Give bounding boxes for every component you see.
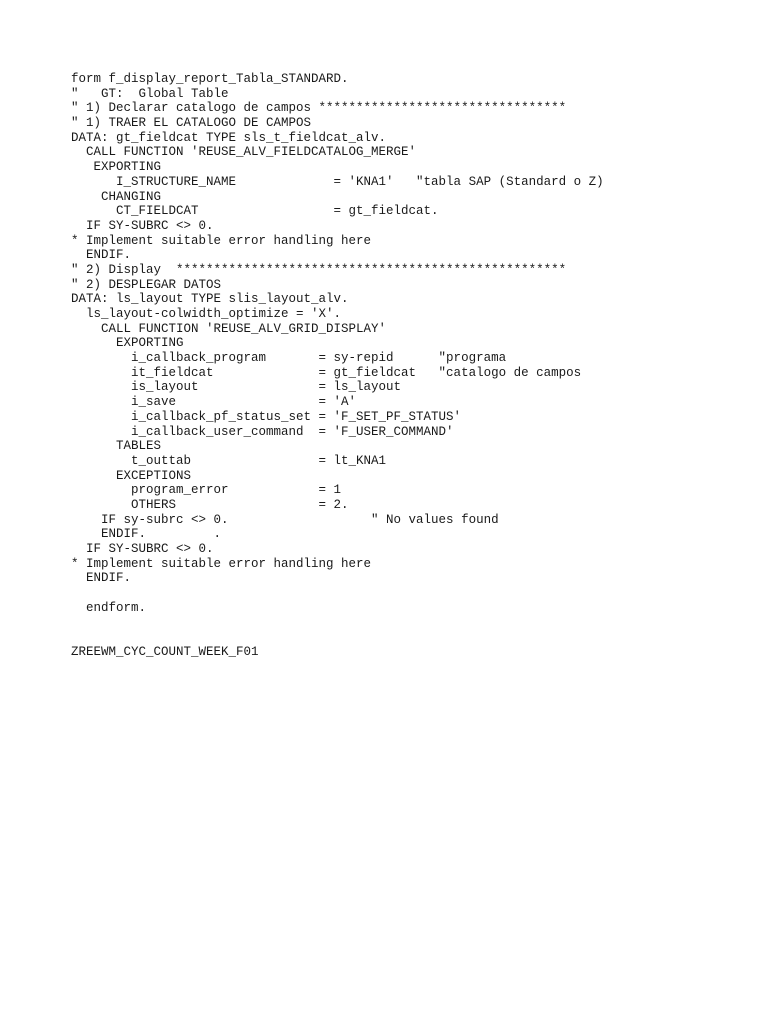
code-line: " 2) Display **************************************************** xyxy=(71,262,567,277)
code-line: ENDIF. . xyxy=(71,527,222,542)
code-line: CHANGING xyxy=(71,189,162,204)
file-footer-name: ZREEWM_CYC_COUNT_WEEK_F01 xyxy=(71,644,259,659)
code-line: it_fieldcat = gt_fieldcat "catalogo de campos xyxy=(71,365,582,380)
code-line: ls_layout-colwidth_optimize = 'X'. xyxy=(71,307,342,321)
code-line: IF SY-SUBRC <> 0. xyxy=(71,218,214,233)
code-line: DATA: ls_layout TYPE slis_layout_alv. xyxy=(71,292,349,307)
code-line: i_callback_pf_status_set = 'F_SET_PF_STATUS' xyxy=(71,409,462,424)
code-line: i_callback_program = sy-repid "programa xyxy=(71,351,507,366)
code-line: * Implement suitable error handling here xyxy=(71,233,372,248)
code-line: i_callback_user_command = 'F_USER_COMMAND' xyxy=(71,424,454,439)
code-line: CALL FUNCTION 'REUSE_ALV_FIELDCATALOG_MERGE' xyxy=(71,145,417,160)
code-line: EXPORTING xyxy=(71,160,162,175)
code-listing xyxy=(71,72,604,660)
code-line: " 1) TRAER EL CATALOGO DE CAMPOS xyxy=(71,116,312,131)
code-line: EXCEPTIONS xyxy=(71,468,192,483)
code-line xyxy=(71,630,604,645)
code-line: CT_FIELDCAT = gt_fieldcat. xyxy=(71,204,439,219)
code-line: I_STRUCTURE_NAME = 'KNA1' "tabla SAP (Standard o Z) xyxy=(71,174,604,189)
code-line: t_outtab = lt_KNA1 xyxy=(71,453,387,468)
code-line: * Implement suitable error handling here xyxy=(71,556,372,571)
code-line: CALL FUNCTION 'REUSE_ALV_GRID_DISPLAY' xyxy=(71,321,387,336)
code-line: ENDIF. xyxy=(71,248,132,263)
code-line: IF sy-subrc <> 0. " No values found xyxy=(71,512,499,527)
code-line: endform. xyxy=(71,600,147,615)
code-line: " 2) DESPLEGAR DATOS xyxy=(71,277,222,292)
code-line: OTHERS = 2. xyxy=(71,497,349,512)
code-line: program_error = 1 xyxy=(71,483,342,498)
code-line: EXPORTING xyxy=(71,336,184,351)
code-line: form f_display_report_Tabla_STANDARD. xyxy=(71,72,349,86)
code-line: TABLES xyxy=(71,439,162,454)
code-line: DATA: gt_fieldcat TYPE sls_t_fieldcat_alv. xyxy=(71,130,387,145)
code-line xyxy=(71,586,604,601)
code-line xyxy=(71,615,604,630)
code-line: i_save = 'A' xyxy=(71,395,357,410)
code-line: " GT: Global Table xyxy=(71,86,229,101)
code-line: is_layout = ls_layout xyxy=(71,380,402,395)
code-line: IF SY-SUBRC <> 0. xyxy=(71,542,214,556)
code-line: ENDIF. xyxy=(71,571,132,586)
code-line: " 1) Declarar catalogo de campos ********************************* xyxy=(71,101,567,116)
